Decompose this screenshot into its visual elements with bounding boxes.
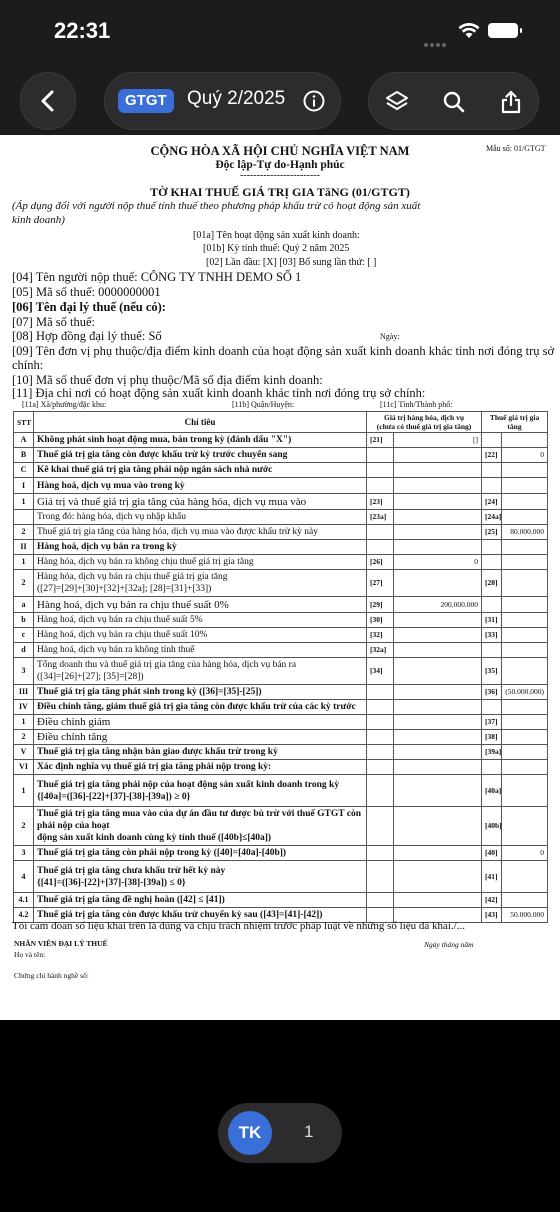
row-description-line1: Điều chỉnh tăng, giảm thuế giá trị gia tăng còn được khấu trừ của các kỳ trước: [37, 702, 356, 712]
header-vat-l2: tăng: [507, 422, 522, 431]
form-subtitle-line1: (Áp dụng đối với người nộp thuế tính thuế theo phương pháp khấu trừ có hoạt động sản xuất: [12, 200, 421, 212]
row-goods-value: [394, 540, 482, 555]
field-10-branch-tax-code: [10] Mã số thuế đơn vị phụ thuộc/Mã số địa điểm kinh doanh:: [12, 373, 323, 387]
row-description-line1: Thuế giá trị gia tăng còn phải nộp trong kỳ ([40]=[40a]-[40b]): [37, 848, 287, 858]
row-description-line2: động sản xuất kinh doanh cùng kỳ tính thuế ([40b]≤[40a]): [37, 833, 272, 843]
row-vat-value: [502, 628, 548, 643]
table-row: [14, 463, 548, 478]
field-04-taxpayer-name: [04] Tên người nộp thuế: CÔNG TY TNHH DEMO SỐ 1: [12, 270, 302, 284]
field-08-date: Ngày:: [380, 332, 400, 341]
row-description: [34, 861, 367, 893]
info-icon[interactable]: [303, 90, 325, 112]
row-vat-value: [502, 433, 548, 448]
row-description-line1: Thuế giá trị gia tăng nhận bàn giao được khấu trừ trong kỳ: [37, 747, 278, 757]
table-row: [14, 555, 548, 570]
field-09-branch-name-cont: chính:: [12, 358, 44, 372]
row-stt: 2: [14, 570, 34, 597]
row-vat-value: [502, 510, 548, 525]
row-stt: III: [14, 685, 34, 700]
row-stt: 3: [14, 658, 34, 685]
row-goods-value: [394, 494, 482, 510]
row-vat-value: 0: [502, 448, 548, 463]
row-vat-value: [502, 760, 548, 775]
row-stt: A: [14, 433, 34, 448]
row-code-value: [367, 715, 394, 730]
field-11-address: [11] Địa chỉ nơi có hoạt động sản xuất kinh doanh khác tỉnh nơi đóng trụ sở chính:: [12, 386, 426, 400]
table-row: [14, 570, 548, 597]
row-description-line1: Không phát sinh hoạt động mua, bán trong kỳ (đánh dấu "X"): [37, 435, 292, 445]
row-vat-value: [502, 570, 548, 597]
row-description-line1: Trong đó: hàng hóa, dịch vụ nhập khẩu: [37, 512, 186, 522]
form-title: TỜ KHAI THUẾ GIÁ TRỊ GIA TăNG (01/GTGT): [150, 185, 410, 199]
row-stt: IV: [14, 700, 34, 715]
row-code-value: [367, 775, 394, 807]
chevron-left-icon: [37, 89, 59, 113]
row-description-line1: Thuế giá trị gia tăng phải nộp của hoạt động sản xuất kinh doanh trong kỳ: [37, 779, 340, 790]
row-code-value: [367, 730, 394, 745]
row-description-line1: Thuế giá trị gia tăng còn được khấu trừ kỳ trước chuyển sang: [37, 450, 288, 460]
table-row: [14, 700, 548, 715]
row-description: [34, 540, 367, 555]
document-title-pill[interactable]: [104, 72, 341, 130]
row-description: [34, 700, 367, 715]
row-code-value: [367, 448, 394, 463]
header-rule: ------------------------: [240, 170, 320, 181]
table-row: [14, 730, 548, 745]
tab-tk[interactable]: TK: [228, 1111, 272, 1155]
row-description-line1: Điều chỉnh tăng: [37, 731, 108, 743]
row-description-line1: Thuế giá trị gia tăng đề nghị hoàn ([42] ≤ [41]): [37, 895, 225, 905]
row-description-line2: ([27]=[29]+[30]+[32]+[32a]; [28]=[31]+[33]): [37, 584, 212, 594]
table-row: [14, 760, 548, 775]
row-description: [34, 448, 367, 463]
table-row: [14, 745, 548, 760]
row-goods-value: [394, 893, 482, 908]
row-goods-value: [394, 730, 482, 745]
field-07-agent-tax-code: [07] Mã số thuế:: [12, 315, 95, 329]
row-goods-value: [394, 510, 482, 525]
row-vat-value: 50.000.000: [502, 908, 548, 923]
row-code-vat: [41]: [482, 861, 502, 893]
row-code-vat: [482, 463, 502, 478]
toolbar-actions: [368, 72, 539, 130]
row-code-value: [367, 525, 394, 540]
row-stt: 4: [14, 861, 34, 893]
row-code-value: [367, 760, 394, 775]
practice-certificate: Chứng chỉ hành nghề số:: [14, 971, 89, 980]
row-stt: 1: [14, 715, 34, 730]
row-description: [34, 570, 367, 597]
row-vat-value: 0: [502, 846, 548, 861]
row-vat-value: [502, 807, 548, 846]
table-row: [14, 715, 548, 730]
row-code-value: [367, 700, 394, 715]
row-description-line1: Thuế giá trị gia tăng mua vào của dự án đầu tư được bù trừ với thuế GTGT còn phải nộp của hoạt: [37, 809, 361, 831]
row-description-line1: Thuế giá trị gia tăng của hàng hóa, dịch vụ mua vào được khấu trừ kỳ này: [37, 527, 318, 537]
row-vat-value: [502, 643, 548, 658]
row-description-line1: Hàng hoá, dịch vụ bán ra chịu thuế suất 0%: [37, 598, 229, 611]
row-vat-value: [502, 555, 548, 570]
row-description-line1: Hàng hoá, dịch vụ bán ra chịu thuế suất 10%: [37, 630, 208, 640]
row-code-vat: [482, 597, 502, 613]
table-row: [14, 478, 548, 494]
row-description-line1: Điều chỉnh giảm: [37, 716, 111, 728]
document-period-title: Quý 2/2025: [187, 88, 286, 109]
row-code-vat: [482, 433, 502, 448]
row-code-value: [23a]: [367, 510, 394, 525]
row-description-line1: Hàng hóa, dịch vụ bán ra chịu thuế giá trị gia tăng: [37, 572, 228, 582]
row-stt: 1: [14, 775, 34, 807]
row-vat-value: [502, 730, 548, 745]
table-row: [14, 893, 548, 908]
row-goods-value: [394, 628, 482, 643]
row-code-vat: [43]: [482, 908, 502, 923]
header-chi-tieu: Chỉ tiêu: [34, 412, 367, 433]
layers-icon[interactable]: [384, 89, 410, 115]
row-description: [34, 494, 367, 510]
row-stt: 2: [14, 807, 34, 846]
row-goods-value: [394, 861, 482, 893]
row-stt: V: [14, 745, 34, 760]
row-description: [34, 893, 367, 908]
row-vat-value: [502, 597, 548, 613]
status-time: 22:31: [54, 18, 111, 43]
row-code-value: [29]: [367, 597, 394, 613]
row-description-line1: Thuế giá trị gia tăng chưa khấu trừ hết kỳ này: [37, 865, 226, 876]
row-stt: C: [14, 463, 34, 478]
row-description: [34, 775, 367, 807]
row-code-vat: [28]: [482, 570, 502, 597]
row-code-vat: [36]: [482, 685, 502, 700]
row-vat-value: [502, 861, 548, 893]
row-description: [34, 597, 367, 613]
row-vat-value: [502, 494, 548, 510]
field-08-agent-contract: [08] Hợp đồng đại lý thuế: Số: [12, 329, 162, 343]
row-description: [34, 478, 367, 494]
table-row: [14, 433, 548, 448]
row-code-value: [21]: [367, 433, 394, 448]
row-goods-value: [394, 463, 482, 478]
row-vat-value: [502, 540, 548, 555]
form-subtitle-line2: kinh doanh): [12, 214, 65, 226]
row-goods-value: [394, 478, 482, 494]
field-09-branch-name: [09] Tên đơn vị phụ thuộc/địa điểm kinh doanh của hoạt động sản xuất kinh doanh khác tỉnh nơi đóng trụ sở: [12, 344, 555, 358]
row-code-value: [26]: [367, 555, 394, 570]
row-stt: 2: [14, 730, 34, 745]
row-goods-value: []: [394, 433, 482, 448]
row-vat-value: (50.000.000): [502, 685, 548, 700]
header-vat-l1: Thuế giá trị gia: [489, 413, 540, 422]
row-code-value: [367, 893, 394, 908]
row-goods-value: [394, 685, 482, 700]
row-code-vat: [40]: [482, 846, 502, 861]
table-header: [14, 412, 548, 433]
row-code-value: [367, 463, 394, 478]
top-toolbar: [0, 62, 560, 135]
row-code-value: [367, 478, 394, 494]
row-code-value: [30]: [367, 613, 394, 628]
row-code-vat: [33]: [482, 628, 502, 643]
row-stt: 1: [14, 494, 34, 510]
header-stt: STT: [14, 412, 34, 433]
search-icon[interactable]: [441, 89, 467, 115]
row-description: [34, 807, 367, 846]
row-code-vat: [482, 540, 502, 555]
row-code-value: [27]: [367, 570, 394, 597]
row-stt: 2: [14, 525, 34, 540]
tax-declaration-table: [13, 411, 548, 923]
row-stt: a: [14, 597, 34, 613]
row-description: [34, 745, 367, 760]
table-row: [14, 613, 548, 628]
table-row: [14, 448, 548, 463]
header-vat: [482, 412, 548, 433]
row-goods-value: [394, 525, 482, 540]
row-description-line1: Hàng hoá, dịch vụ mua vào trong kỳ: [37, 480, 185, 491]
table-row: [14, 775, 548, 807]
row-description-line1: Tổng doanh thu và thuế giá trị gia tăng của hàng hóa, dịch vụ bán ra: [37, 660, 297, 670]
table-row: [14, 494, 548, 510]
form-type-badge: GTGT: [118, 89, 174, 113]
table-row: [14, 861, 548, 893]
row-vat-value: [502, 463, 548, 478]
row-stt: II: [14, 540, 34, 555]
row-stt: 1: [14, 555, 34, 570]
row-code-vat: [31]: [482, 613, 502, 628]
table-row: [14, 685, 548, 700]
row-stt: I: [14, 478, 34, 494]
row-code-value: [367, 540, 394, 555]
row-code-vat: [482, 700, 502, 715]
form-number: Mẫu số: 01/GTGT: [486, 144, 546, 153]
row-description-line1: Thuế giá trị gia tăng còn được khấu trừ chuyển kỳ sau ([43]=[41]-[42]): [37, 910, 323, 920]
row-goods-value: [394, 700, 482, 715]
bottom-bar: [0, 1020, 560, 1212]
row-vat-value: [502, 700, 548, 715]
table-row: [14, 597, 548, 613]
row-stt: B: [14, 448, 34, 463]
row-goods-value: [394, 715, 482, 730]
field-01a: [01a] Tên hoạt động sản xuất kinh doanh:: [193, 230, 360, 241]
row-description-line1: Xác định nghĩa vụ thuế giá trị gia tăng phải nộp trong kỳ:: [37, 762, 272, 772]
row-description-line2: {[41]=([36]-[22]+[37]-[38]-[39a]) ≤ 0}: [37, 877, 186, 888]
row-code-vat: [482, 643, 502, 658]
row-code-value: [367, 685, 394, 700]
row-code-vat: [35]: [482, 658, 502, 685]
table-row: [14, 525, 548, 540]
table-row: [14, 846, 548, 861]
row-description-line1: Kê khai thuế giá trị gia tăng phải nộp ngân sách nhà nước: [37, 465, 273, 475]
row-description: [34, 628, 367, 643]
row-code-vat: [482, 478, 502, 494]
document-page: [0, 135, 560, 1020]
row-goods-value: [394, 775, 482, 807]
row-code-vat: [24a]: [482, 510, 502, 525]
row-vat-value: [502, 893, 548, 908]
row-code-vat: [482, 555, 502, 570]
row-vat-value: [502, 745, 548, 760]
row-vat-value: 80.000.000: [502, 525, 548, 540]
row-code-vat: [38]: [482, 730, 502, 745]
row-description: [34, 555, 367, 570]
row-description-line1: Hàng hóa, dịch vụ bán ra không chịu thuế giá trị gia tăng: [37, 557, 254, 567]
page-switcher: [218, 1103, 342, 1163]
row-description: [34, 643, 367, 658]
row-description: [34, 510, 367, 525]
agent-staff-label: NHÂN VIÊN ĐẠI LÝ THUẾ: [14, 939, 108, 948]
row-vat-value: [502, 478, 548, 494]
row-code-value: [32]: [367, 628, 394, 643]
row-description-line2: {[40a]=([36]-[22]+[37]-[38]-[39a]) ≥ 0}: [37, 791, 191, 802]
row-description: [34, 433, 367, 448]
table-row: [14, 658, 548, 685]
row-code-vat: [40b]: [482, 807, 502, 846]
row-vat-value: [502, 715, 548, 730]
row-description: [34, 846, 367, 861]
row-code-vat: [482, 760, 502, 775]
field-11c: [11c] Tỉnh/Thành phố:: [380, 400, 453, 409]
national-title: CỘNG HÒA XÃ HỘI CHỦ NGHĨA VIỆT NAM: [150, 144, 410, 158]
row-description: [34, 525, 367, 540]
row-stt: [14, 510, 34, 525]
row-code-vat: [25]: [482, 525, 502, 540]
field-02-03: [02] Lần đầu: [X] [03] Bổ sung lần thứ: [ ]: [206, 257, 377, 268]
table-row: [14, 807, 548, 846]
header-goods-value: [367, 412, 482, 433]
signing-date: Ngày tháng năm: [424, 940, 474, 949]
row-code-vat: [37]: [482, 715, 502, 730]
wifi-icon: [458, 22, 480, 40]
table-row: [14, 643, 548, 658]
row-goods-value: [394, 807, 482, 846]
row-goods-value: 200.000.000: [394, 597, 482, 613]
row-code-vat: [40a]: [482, 775, 502, 807]
row-description-line1: Giá trị và thuế giá trị gia tăng của hàng hóa, dịch vụ mua vào: [37, 495, 307, 508]
row-description: [34, 730, 367, 745]
row-stt: 4.2: [14, 908, 34, 923]
row-goods-value: [394, 448, 482, 463]
row-vat-value: [502, 613, 548, 628]
row-code-vat: [24]: [482, 494, 502, 510]
row-code-value: [367, 807, 394, 846]
row-goods-value: [394, 570, 482, 597]
row-code-value: [32a]: [367, 643, 394, 658]
row-code-value: [367, 861, 394, 893]
row-description-line2: ([34]=[26]+[27]; [35]=[28]): [37, 672, 144, 682]
row-code-vat: [42]: [482, 893, 502, 908]
row-description: [34, 715, 367, 730]
tab-page-1[interactable]: 1: [304, 1122, 314, 1141]
row-description: [34, 685, 367, 700]
row-code-vat: [39a]: [482, 745, 502, 760]
row-goods-value: [394, 745, 482, 760]
back-button[interactable]: [20, 72, 76, 130]
row-code-value: [23]: [367, 494, 394, 510]
staff-full-name: Họ và tên:: [14, 950, 46, 959]
row-description-line1: Thuế giá trị gia tăng phát sinh trong kỳ ([36]=[35]-[25]): [37, 687, 262, 697]
row-vat-value: [502, 775, 548, 807]
row-vat-value: [502, 658, 548, 685]
header-goods-value-l2: (chưa có thuế giá trị gia tăng): [376, 422, 472, 431]
row-goods-value: [394, 643, 482, 658]
declaration-statement: Tôi cam đoan số liệu khai trên là đúng và chịu trách nhiệm trước pháp luật về những số liệu đã khai./...: [12, 920, 466, 932]
row-description-line1: Hàng hoá, dịch vụ bán ra không tính thuế: [37, 645, 195, 655]
national-motto: Độc lập-Tự do-Hạnh phúc: [215, 159, 345, 171]
row-goods-value: [394, 760, 482, 775]
table-row: [14, 540, 548, 555]
row-stt: 4.1: [14, 893, 34, 908]
row-goods-value: [394, 658, 482, 685]
row-stt: VI: [14, 760, 34, 775]
table-row: [14, 628, 548, 643]
row-stt: 3: [14, 846, 34, 861]
row-stt: c: [14, 628, 34, 643]
row-code-vat: [22]: [482, 448, 502, 463]
battery-icon: [488, 23, 518, 38]
field-06-agent-name: [06] Tên đại lý thuế (nếu có):: [12, 300, 166, 314]
row-description-line1: Hàng hoá, dịch vụ bán ra chịu thuế suất 5%: [37, 615, 203, 625]
row-goods-value: 0: [394, 555, 482, 570]
table-row: [14, 510, 548, 525]
row-code-value: [367, 846, 394, 861]
field-01b: [01b] Kỳ tính thuế: Quý 2 năm 2025: [203, 243, 350, 254]
row-description: [34, 658, 367, 685]
status-bar: [0, 0, 560, 62]
field-11b: [11b] Quận/Huyện:: [232, 400, 295, 409]
row-code-value: [34]: [367, 658, 394, 685]
field-05-tax-code: [05] Mã số thuế: 0000000001: [12, 285, 161, 299]
share-icon[interactable]: [498, 89, 524, 115]
row-description: [34, 760, 367, 775]
row-goods-value: [394, 846, 482, 861]
signal-dots-icon: [424, 34, 450, 38]
row-code-value: [367, 745, 394, 760]
row-description-line1: Hàng hoá, dịch vụ bán ra trong kỳ: [37, 542, 177, 552]
row-goods-value: [394, 613, 482, 628]
row-description: [34, 463, 367, 478]
row-stt: b: [14, 613, 34, 628]
header-goods-value-l1: Giá trị hàng hóa, dịch vụ: [383, 413, 465, 422]
row-description: [34, 613, 367, 628]
field-11a: [11a] Xã/phường/đặc khu:: [22, 400, 107, 409]
row-stt: d: [14, 643, 34, 658]
